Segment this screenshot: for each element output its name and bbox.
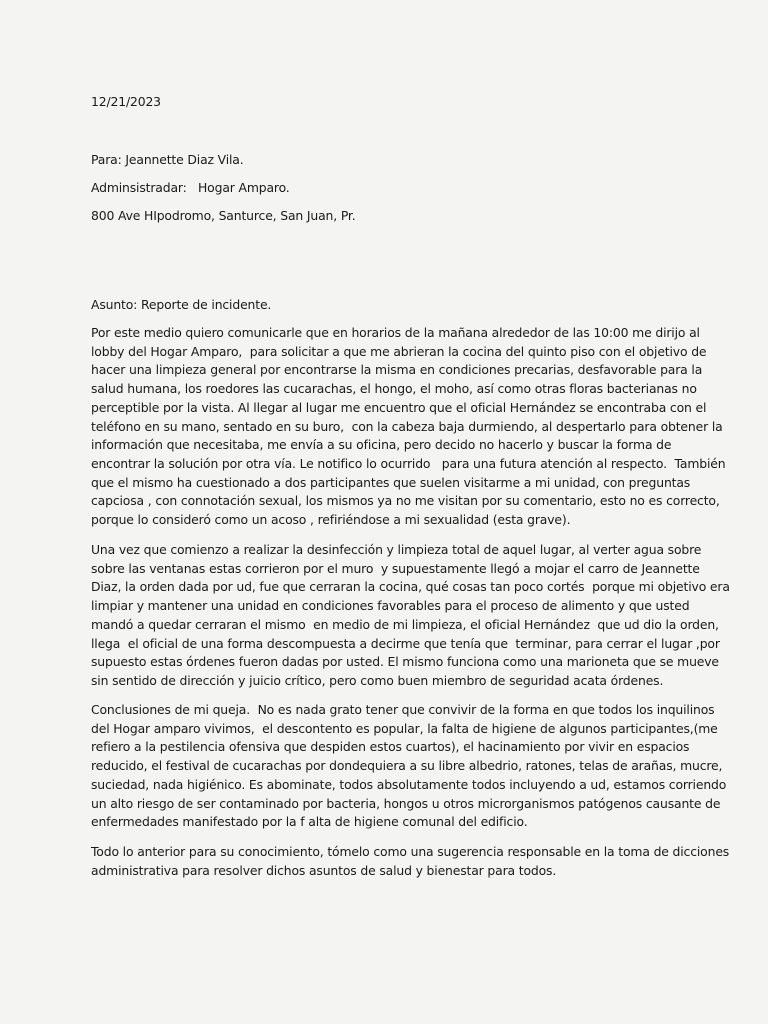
paragraph-line: mandó a quedar cerraran el mismo en medio de mi limpieza, el oficial Hernández que ud dio la orden,: [91, 616, 719, 632]
letter-date: 12/21/2023: [91, 94, 161, 109]
paragraph-line: Una vez que comienzo a realizar la desinfección y limpieza total de aquel lugar, al verter agua sobre: [91, 542, 702, 557]
paragraph-line: encontrar la solución por otra vía. Le notifico lo ocurrido para una futura atención al respecto. También: [91, 455, 726, 471]
paragraph-line: supuesto estas órdenes fueron dadas por usted. El mismo funciona como una marioneta que se mueve: [91, 654, 719, 670]
paragraph-line: enfermedades manifestado por la f alta de higiene comunal del edificio.: [91, 814, 528, 830]
paragraph-line: llega el oficial de una forma descompuesta a decirme que tenía que terminar, para cerrar el lugar ,por: [91, 635, 720, 651]
letter-paragraph-1: [91, 324, 726, 530]
letter-address: 800 Ave HIpodromo, Santurce, San Juan, Pr.: [91, 208, 356, 223]
paragraph-line: Diaz, la orden dada por ud, fue que cerraran la cocina, qué cosas tan poco cortés porque mi objetivo era: [91, 579, 730, 595]
paragraph-line: lobby del Hogar Amparo, para solicitar a que me abrieran la cocina del quinto piso con el objetivo de: [91, 343, 707, 359]
paragraph-line: información que necesitaba, me envía a su oficina, pero decido no hacerlo y buscar la forma de: [91, 437, 672, 453]
paragraph-line: capciosa , con connotación sexual, los mismos ya no me visitan por su comentario, esto no es correcto,: [91, 493, 720, 509]
paragraph-line: Conclusiones de mi queja. No es nada grato tener que convivir de la forma en que todos los inquilinos: [91, 702, 715, 717]
paragraph-line: teléfono en su mano, sentado en su buro, con la cabeza baja durmiendo, al despertarlo para obtener la: [91, 418, 723, 434]
paragraph-line: suciedad, nada higiénico. Es abominate, todos absolutamente todos incluyendo a ud, estamos corriendo: [91, 776, 727, 792]
letter-paragraph-2: [91, 541, 730, 691]
paragraph-line: sin sentido de dirección y juicio crítico, pero como buen miembro de seguridad acata órdenes.: [91, 672, 664, 688]
paragraph-line: sobre las ventanas estas corrieron por el muro y supuestamente llegó a mojar el carro de Jeannette: [91, 560, 700, 576]
paragraph-line: Todo lo anterior para su conocimiento, tómelo como una sugerencia responsable en la toma de dicciones: [91, 844, 730, 859]
paragraph-line: porque lo consideró como un acoso , refiriéndose a mi sexualidad (esta grave).: [91, 512, 571, 528]
paragraph-line: reducido, el festival de cucarachas por dondequiera a su libre albedrio, ratones, telas de arañas, mucre,: [91, 758, 723, 774]
paragraph-line: perceptible por la vista. Al llegar al lugar me encuentro que el oficial Hernández se encontraba con el: [91, 399, 707, 415]
letter-subject: Asunto: Reporte de incidente.: [91, 297, 272, 312]
paragraph-line: Por este medio quiero comunicarle que en horarios de la mañana alrededor de las 10:00 me dirijo al: [91, 325, 700, 340]
letter-recipient: Para: Jeannette Diaz Vila.: [91, 152, 244, 167]
letter-paragraph-3: [91, 701, 727, 832]
paragraph-line: que el mismo ha cuestionado a dos participantes que suelen visitarme a mi unidad, con preguntas: [91, 474, 691, 490]
paragraph-line: hacer una limpieza general por encontrarse la misma en condiciones precarias, desfavorable para la: [91, 362, 703, 378]
paragraph-line: un alto riesgo de ser contaminado por bacteria, hongos u otros microrganismos patógenos causante de: [91, 795, 721, 811]
paragraph-line: administrativa para resolver dichos asuntos de salud y bienestar para todos.: [91, 862, 557, 878]
paragraph-line: salud humana, los roedores las cucarachas, el hongo, el moho, así como otras floras bacterianas no: [91, 381, 697, 397]
letter-recipient-role: Adminsistradar: Hogar Amparo.: [91, 180, 290, 195]
paragraph-line: limpiar y mantener una unidad en condiciones favorables para el proceso de alimento y que usted: [91, 598, 690, 614]
letter-paragraph-4: [91, 843, 730, 880]
paragraph-line: del Hogar amparo vivimos, el descontento es popular, la falta de higiene de algunos participantes,(me: [91, 720, 718, 736]
paragraph-line: refiero a la pestilencia ofensiva que despiden estos cuartos), el hacinamiento por vivir en espacios: [91, 739, 690, 755]
